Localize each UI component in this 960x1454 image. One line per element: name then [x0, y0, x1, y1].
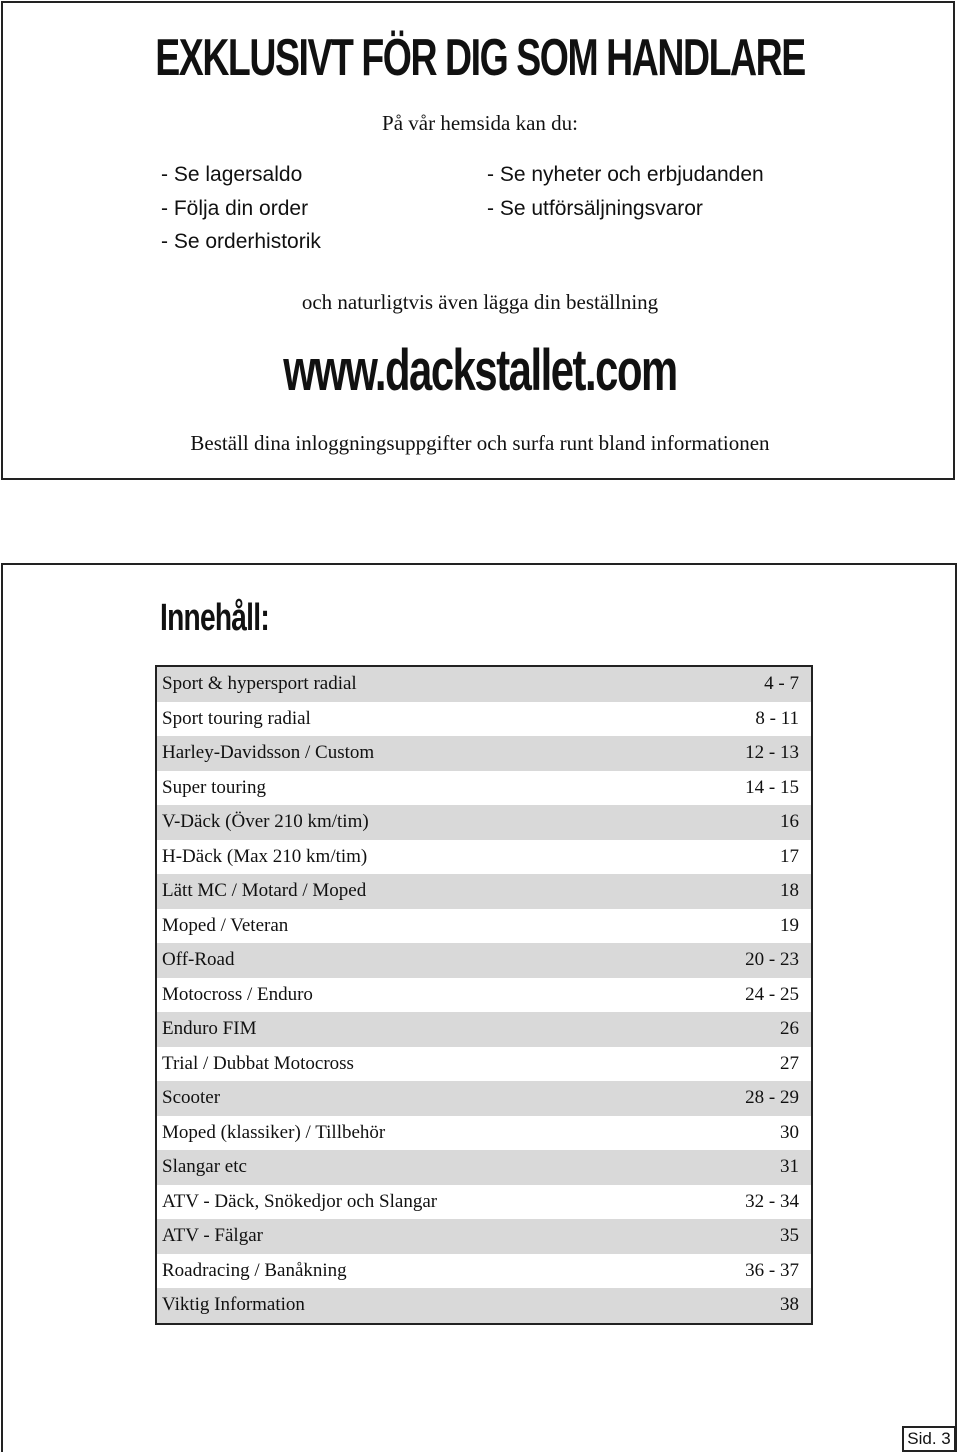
- toc-row: [157, 1288, 811, 1323]
- toc-row: [157, 736, 811, 771]
- toc-pages: 24 - 25: [745, 983, 799, 1005]
- toc-row: [157, 1116, 811, 1151]
- toc-label: ATV - Fälgar: [162, 1225, 263, 1247]
- toc-row: [157, 702, 811, 737]
- toc-pages: 36 - 37: [745, 1259, 799, 1281]
- website-link[interactable]: www.dackstallet.com: [283, 338, 677, 403]
- toc-row: [157, 840, 811, 875]
- toc-row: [157, 1047, 811, 1082]
- toc-row: [157, 805, 811, 840]
- promo-cta: Beställ dina inloggningsuppgifter och surfa runt bland informationen: [190, 431, 770, 455]
- toc-label: Viktig Information: [162, 1294, 305, 1316]
- toc-pages: 26: [780, 1018, 799, 1040]
- toc-pages: 38: [780, 1294, 799, 1316]
- toc-label: Scooter: [162, 1087, 221, 1109]
- toc-row: [157, 1254, 811, 1289]
- promo-headline: EXKLUSIVT FÖR DIG SOM HANDLARE: [155, 29, 805, 87]
- toc-label: V-Däck (Över 210 km/tim): [162, 811, 369, 833]
- toc-pages: 12 - 13: [745, 742, 799, 764]
- toc-label: Lätt MC / Motard / Moped: [162, 880, 367, 902]
- toc-label: ATV - Däck, Snökedjor och Slangar: [162, 1190, 438, 1212]
- toc-row: [157, 1219, 811, 1254]
- toc-pages: 19: [780, 914, 799, 936]
- feature-item: - Se nyheter och erbjudanden: [487, 163, 764, 186]
- toc-title: Innehåll:: [160, 597, 269, 639]
- toc-row: [157, 667, 811, 702]
- toc-row: [157, 909, 811, 944]
- toc-row: [157, 943, 811, 978]
- toc-pages: 18: [780, 880, 799, 902]
- toc-pages: 32 - 34: [745, 1190, 799, 1212]
- toc-pages: 27: [780, 1052, 799, 1074]
- toc-label: Moped / Veteran: [162, 914, 289, 936]
- toc-row: [157, 978, 811, 1013]
- toc-label: Trial / Dubbat Motocross: [162, 1052, 354, 1074]
- toc-label: Harley-Davidsson / Custom: [162, 742, 375, 764]
- feature-item: - Följa din order: [161, 197, 309, 220]
- toc-row: [157, 1185, 811, 1220]
- toc-label: Sport & hypersport radial: [162, 673, 357, 695]
- promo-intro: På vår hemsida kan du:: [382, 111, 578, 135]
- toc-pages: 4 - 7: [764, 673, 799, 695]
- feature-item: - Se utförsäljningsvaror: [487, 197, 703, 220]
- toc-row: [157, 1150, 811, 1185]
- feature-item: - Se orderhistorik: [161, 230, 321, 253]
- toc-row: [157, 771, 811, 806]
- toc-pages: 30: [780, 1121, 799, 1143]
- toc-pages: 8 - 11: [755, 707, 799, 729]
- toc-row: [157, 1012, 811, 1047]
- toc-row: [157, 1081, 811, 1116]
- toc-label: Super touring: [162, 776, 266, 798]
- toc-label: Roadracing / Banåkning: [162, 1259, 347, 1281]
- toc-label: Moped (klassiker) / Tillbehör: [162, 1121, 386, 1143]
- toc-label: Motocross / Enduro: [162, 983, 313, 1005]
- page-number: Sid. 3: [902, 1426, 956, 1452]
- toc-label: Off-Road: [162, 949, 235, 971]
- toc-table: [155, 665, 813, 1325]
- toc-pages: 31: [780, 1156, 799, 1178]
- feature-item: - Se lagersaldo: [161, 163, 303, 186]
- toc-label: Enduro FIM: [162, 1018, 257, 1040]
- toc-pages: 16: [780, 811, 799, 833]
- toc-row: [157, 874, 811, 909]
- promo-also: och naturligtvis även lägga din beställning: [301, 290, 659, 314]
- toc-label: Sport touring radial: [162, 707, 311, 729]
- toc-label: Slangar etc: [162, 1156, 247, 1178]
- toc-pages: 35: [780, 1225, 799, 1247]
- toc-label: H-Däck (Max 210 km/tim): [162, 845, 368, 867]
- toc-pages: 17: [780, 845, 799, 867]
- toc-pages: 28 - 29: [745, 1087, 799, 1109]
- toc-pages: 20 - 23: [745, 949, 799, 971]
- toc-pages: 14 - 15: [745, 776, 799, 798]
